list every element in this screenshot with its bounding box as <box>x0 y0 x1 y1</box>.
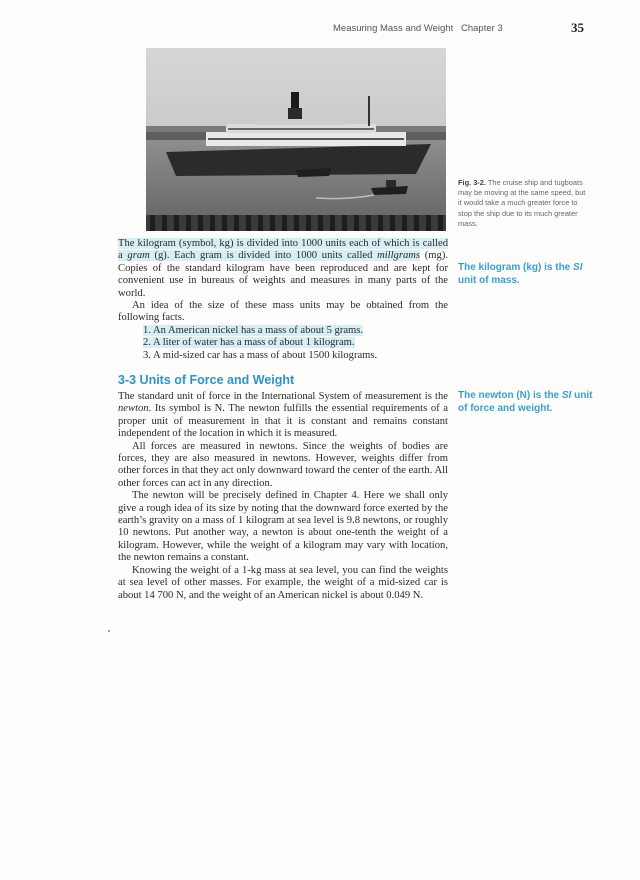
paragraph-forces: All forces are measured in newtons. Since the weights of bodies are forces, they are also measured in newtons. However, weights differ from other forces in that they act only downward toward the center of the earth. All other forces can act in any direction. <box>118 440 448 489</box>
header-title: Measuring Mass and Weight <box>333 23 454 34</box>
paragraph-size-intro: An idea of the size of these mass units may be obtained from the following facts. <box>118 300 448 324</box>
paragraph-newton <box>118 391 448 441</box>
section-heading: 3-3 Units of Force and Weight <box>118 373 295 387</box>
margin-note-kilogram-c: unit of mass. <box>458 274 520 286</box>
newton-text-2: . Its symbol is N. The newton fulfills the essential requirements of a proper unit of measurement in that it is constant and remains constant independent of the location in which it is measured. <box>118 403 448 440</box>
margin-note-newton-a: The newton (N) is the <box>458 390 562 401</box>
margin-note-newton-si: SI <box>561 390 572 401</box>
gram-term: gram <box>127 250 150 262</box>
mass-facts-list <box>118 325 448 362</box>
margin-note-newton-c: unit of force and weight. <box>458 390 593 414</box>
page-number: 35 <box>571 20 584 35</box>
fact-text: 2. A liter of water has a mass of about 1 kilogram. <box>143 337 355 349</box>
fact-item <box>143 325 448 337</box>
margin-note-kilogram <box>458 262 593 287</box>
figure-caption-text: The cruise ship and tugboats may be moving at the same speed, but it would take a much greater force to stop the ship due to its much greater mass. <box>458 178 586 228</box>
fact-item <box>143 337 448 349</box>
paragraph-kilogram <box>118 238 448 300</box>
margin-note-kilogram-si: SI <box>573 262 583 273</box>
margin-note-kilogram-a: The kilogram (kg) is the <box>458 262 574 273</box>
kilogram-text-2: (g). Each gram is divided into 1000 units called <box>149 250 378 262</box>
newton-text-1: The standard unit of force in the International System of measurement is the <box>118 391 448 402</box>
paragraph-newton-definition: The newton will be precisely defined in Chapter 4. Here we shall only give a rough idea of its size by noting that the downward force exerted by the earth’s gravity on a mass of 1 kilogram at sea level is 9.8 newtons, or roughly 10 newtons. Put another way, a newton is about one-tenth the weight of a kilogram. However, while the weight of a kilogram may vary with location, the newton remains a constant. <box>118 490 448 564</box>
fact-item <box>143 350 448 362</box>
kilogram-text-3: (mg). Copies of the standard kilogram have been reproduced and are kept for convenient use in bureaus of weights and measures in many parts of the world. <box>118 250 448 299</box>
mass-units-section <box>118 238 448 362</box>
figure-label: Fig. 3-2. <box>458 178 486 187</box>
fact-text: 1. An American nickel has a mass of about 5 grams. <box>143 324 364 336</box>
figure-caption <box>458 178 588 229</box>
kilogram-text-1: The kilogram (symbol, kg) is divided into 1000 units each of which is called a <box>118 238 448 262</box>
paragraph-weights: Knowing the weight of a 1-kg mass at sea level, you can find the weights at sea level of other masses. For example, the weight of a mid-sized car is about 14 700 N, and the weight of an American nickel is about 0.049 N. <box>118 564 448 601</box>
margin-note-newton <box>458 390 593 415</box>
page-mark <box>108 630 110 632</box>
newton-term: newton <box>118 403 149 415</box>
force-units-section <box>118 391 448 602</box>
milligram-term: millgrams <box>377 250 421 262</box>
header-chapter: Chapter 3 <box>461 23 503 34</box>
cruise-ship-photo-illustration <box>146 48 446 231</box>
fact-text: 3. A mid-sized car has a mass of about 1500 kilograms. <box>143 349 378 361</box>
cruise-ship-photo <box>146 48 446 231</box>
